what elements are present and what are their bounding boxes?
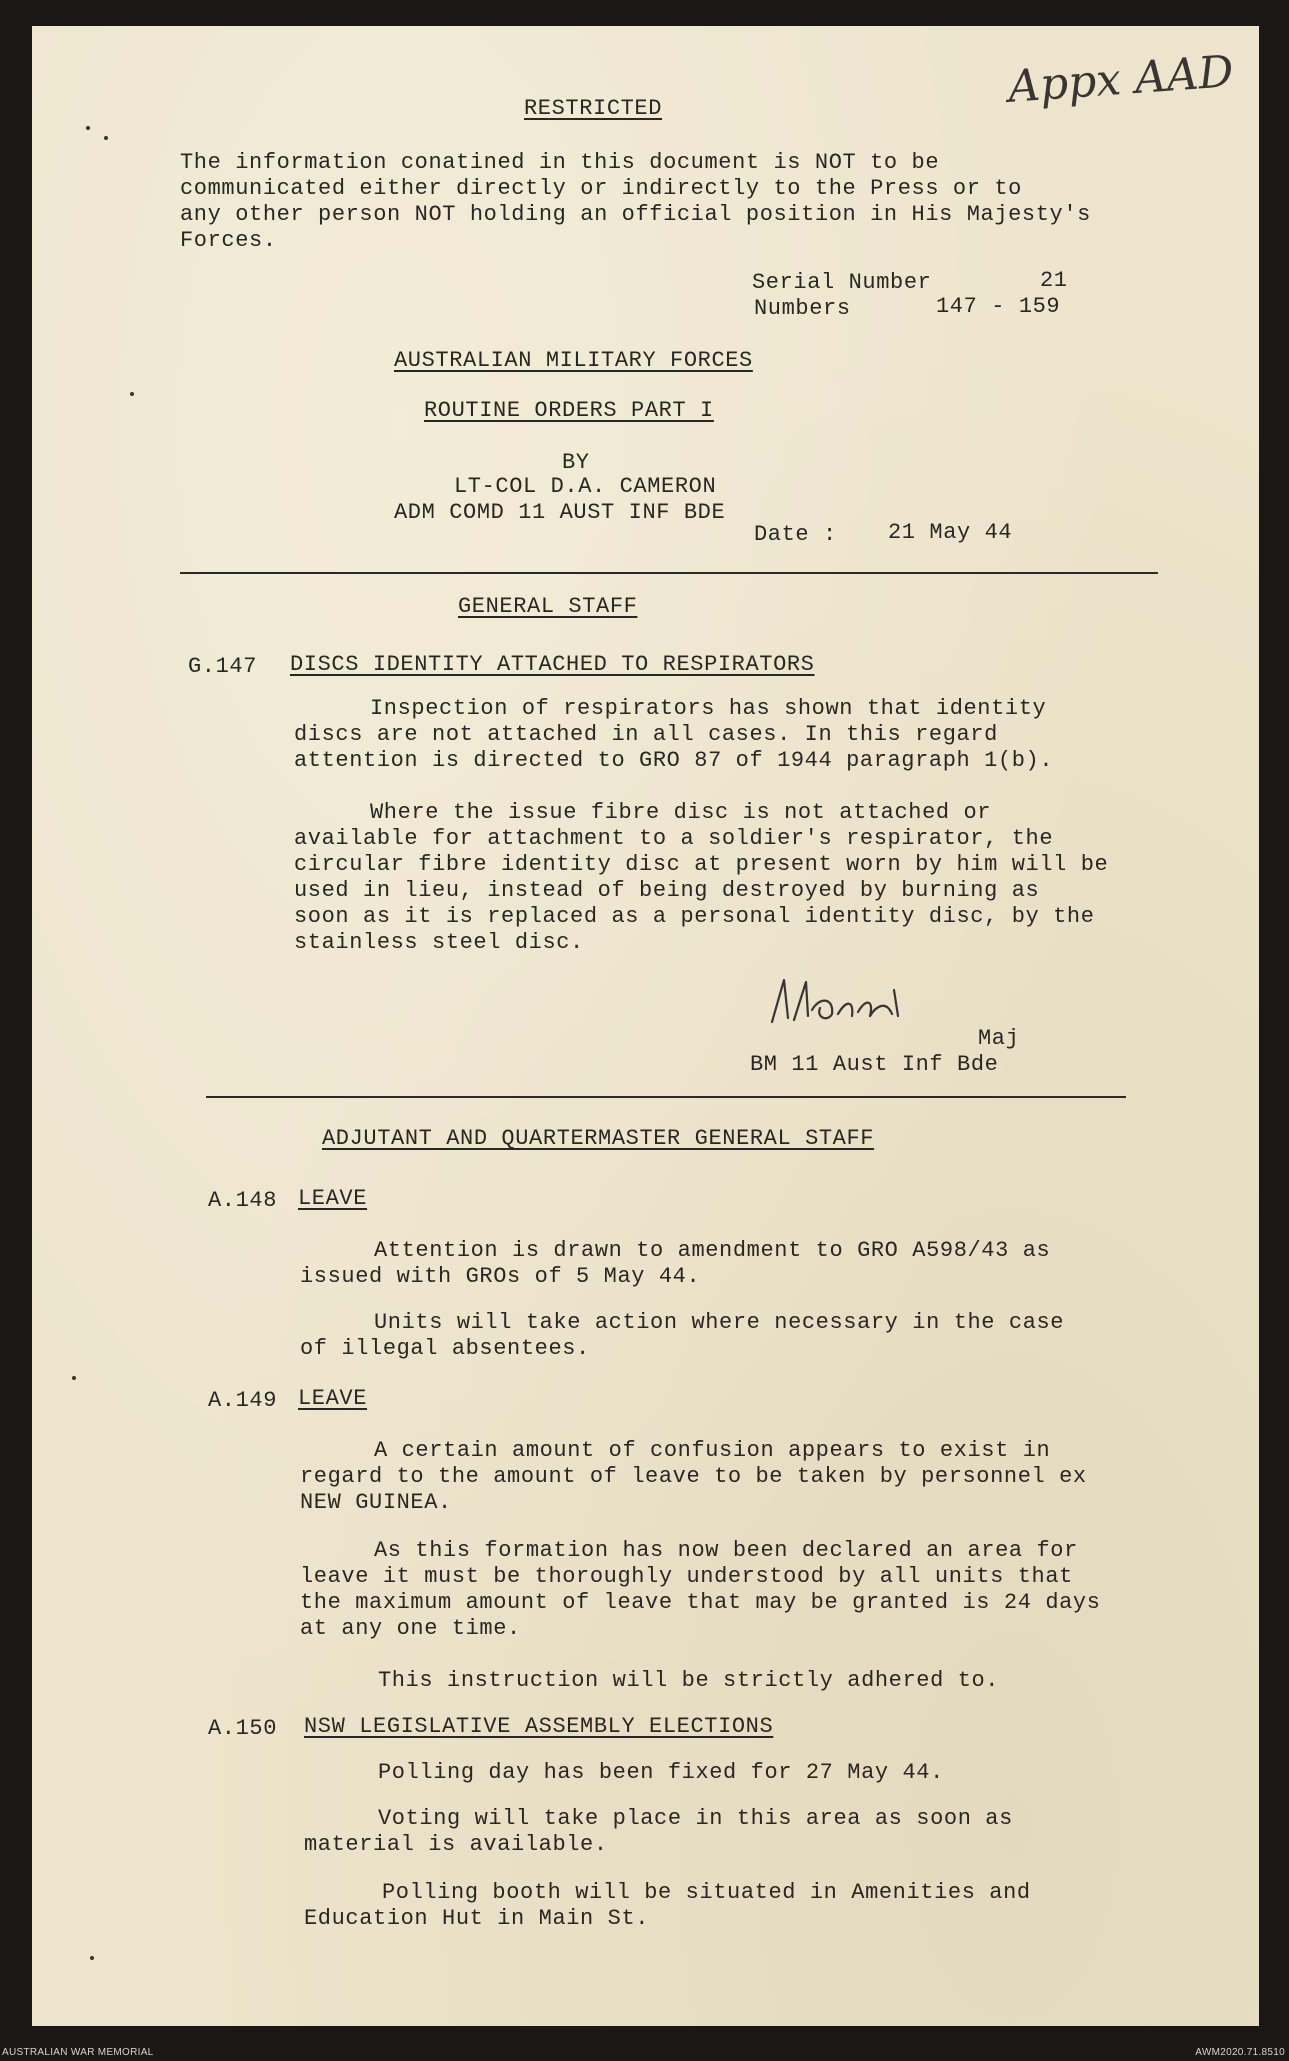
date-label: Date :	[754, 522, 837, 547]
a149-para2-line: the maximum amount of leave that may be granted is 24 days	[300, 1590, 1101, 1615]
paper-speck	[86, 126, 90, 130]
a149-para2-line: As this formation has now been declared an area for	[374, 1538, 1078, 1563]
g147-para1-line: discs are not attached in all cases. In this regard	[294, 722, 998, 747]
a150-para1: Polling day has been fixed for 27 May 44.	[378, 1760, 944, 1785]
g147-para2-line: stainless steel disc.	[294, 930, 584, 955]
a149-para2-line: at any one time.	[300, 1616, 521, 1641]
a149-title: LEAVE	[298, 1386, 368, 1411]
orders-heading: ROUTINE ORDERS PART I	[424, 398, 714, 423]
g147-number: G.147	[188, 654, 258, 679]
g147-para2-line: available for attachment to a soldier's respirator, the	[294, 826, 1054, 851]
a148-para1-line: Attention is drawn to amendment to GRO A598/43 as	[374, 1238, 1051, 1263]
g147-para1-line: attention is directed to GRO 87 of 1944 paragraph 1(b).	[294, 748, 1054, 773]
divider-line	[180, 572, 1158, 574]
paper-speck	[72, 1376, 76, 1380]
forces-heading: AUSTRALIAN MILITARY FORCES	[394, 348, 753, 373]
paper-speck	[104, 136, 108, 140]
a148-para1-line: issued with GROs of 5 May 44.	[300, 1264, 701, 1289]
serial-number-label: Serial Number	[752, 270, 932, 295]
a150-para2-line: Voting will take place in this area as soon as	[378, 1806, 1013, 1831]
a150-para2-line: material is available.	[304, 1832, 608, 1857]
divider-line	[206, 1096, 1126, 1098]
officer-name: LT-COL D.A. CAMERON	[454, 474, 717, 499]
restricted-line: any other person NOT holding an official position in His Majesty's	[180, 202, 1091, 227]
signature-appointment: BM 11 Aust Inf Bde	[750, 1052, 999, 1077]
g147-para1-line: Inspection of respirators has shown that identity	[370, 696, 1047, 721]
aqmg-staff-heading: ADJUTANT AND QUARTERMASTER GENERAL STAFF	[322, 1126, 875, 1151]
g147-para2-line: used in lieu, instead of being destroyed by burning as	[294, 878, 1040, 903]
footer-archive-name: AUSTRALIAN WAR MEMORIAL	[2, 2047, 154, 2058]
a149-para3: This instruction will be strictly adhered to.	[378, 1668, 1000, 1693]
a149-para1-line: A certain amount of confusion appears to exist in	[374, 1438, 1051, 1463]
by-label: BY	[562, 450, 590, 475]
date-value: 21 May 44	[888, 520, 1013, 545]
g147-para2-line: circular fibre identity disc at present worn by him will be	[294, 852, 1109, 877]
a150-para3-line: Polling booth will be situated in Amenities and	[382, 1880, 1031, 1905]
footer-accession-number: AWM2020.71.8510	[1195, 2047, 1285, 2058]
serial-number-value: 21	[1040, 268, 1068, 293]
signature-rank: Maj	[978, 1026, 1020, 1051]
g147-para2-line: soon as it is replaced as a personal identity disc, by the	[294, 904, 1095, 929]
a148-para2-line: of illegal absentees.	[300, 1336, 590, 1361]
a150-para3-line: Education Hut in Main St.	[304, 1906, 650, 1931]
a148-para2-line: Units will take action where necessary in the case	[374, 1310, 1065, 1335]
restricted-line: communicated either directly or indirectly to the Press or to	[180, 176, 1022, 201]
a149-para1-line: NEW GUINEA.	[300, 1490, 452, 1515]
paper-speck	[130, 392, 134, 396]
g147-title: DISCS IDENTITY ATTACHED TO RESPIRATORS	[290, 652, 815, 677]
handwritten-signature	[754, 970, 924, 1040]
g147-para2-line: Where the issue fibre disc is not attached or	[370, 800, 992, 825]
command-line: ADM COMD 11 AUST INF BDE	[394, 500, 726, 525]
numbers-label: Numbers	[754, 296, 851, 321]
restricted-heading: RESTRICTED	[524, 96, 663, 121]
a150-number: A.150	[208, 1716, 278, 1741]
paper-speck	[90, 1956, 94, 1960]
restricted-line: Forces.	[180, 228, 277, 253]
a149-para1-line: regard to the amount of leave to be taken by personnel ex	[300, 1464, 1087, 1489]
a148-number: A.148	[208, 1188, 278, 1213]
general-staff-heading: GENERAL STAFF	[458, 594, 638, 619]
a149-number: A.149	[208, 1388, 278, 1413]
a148-title: LEAVE	[298, 1186, 368, 1211]
handwritten-annotation: Appx AAD	[1006, 46, 1236, 113]
a149-para2-line: leave it must be thoroughly understood by all units that	[300, 1564, 1073, 1589]
document-page	[32, 26, 1259, 2026]
numbers-value: 147 - 159	[936, 294, 1061, 319]
restricted-line: The information conatined in this document is NOT to be	[180, 150, 940, 175]
a150-title: NSW LEGISLATIVE ASSEMBLY ELECTIONS	[304, 1714, 774, 1739]
